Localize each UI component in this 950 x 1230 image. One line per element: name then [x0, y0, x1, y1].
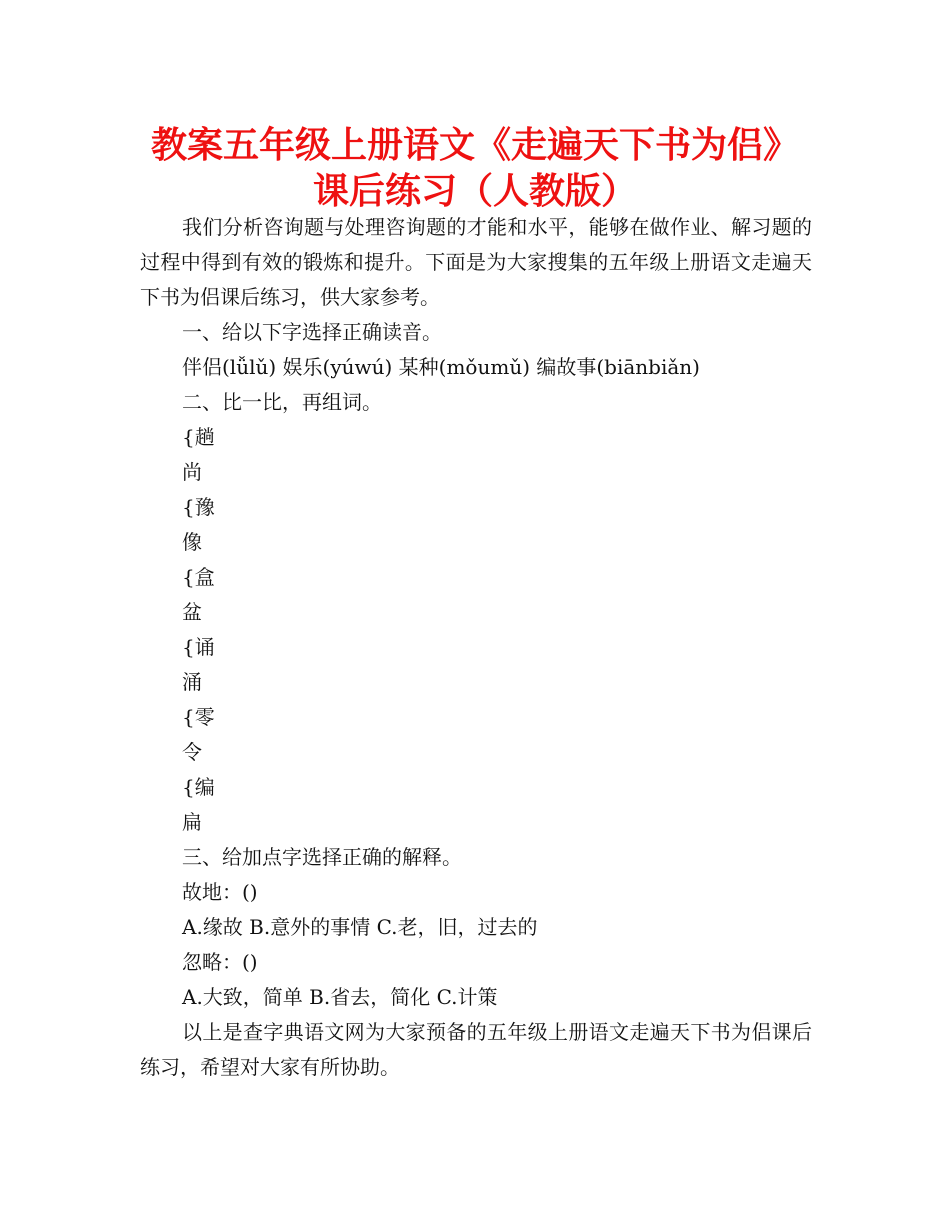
intro-paragraph: 我们分析咨询题与处理咨询题的才能和水平，能够在做作业、解习题的过程中得到有效的锻炼和提升。下面是为大家搜集的五年级上册语文走遍天下书为侣课后练习，供大家参考。 [140, 215, 812, 309]
question-1: 故地：() [182, 880, 258, 904]
word-pair-2-b: 像 [182, 530, 202, 554]
document-body [140, 210, 812, 1085]
question-2-options: A.大致，简单 B.省去，简化 C.计策 [182, 985, 498, 1009]
word-pair-5-b: 令 [182, 740, 202, 764]
word-pair-1-a: {趟 [182, 425, 215, 449]
word-pair-3-a: {盒 [182, 565, 215, 589]
question-2: 忽略：() [182, 950, 258, 974]
section-3-heading: 三、给加点字选择正确的解释。 [182, 845, 462, 869]
closing-paragraph: 以上是查字典语文网为大家预备的五年级上册语文走遍天下书为侣课后练习，希望对大家有所协助。 [140, 1020, 812, 1079]
word-pair-4-b: 涌 [182, 670, 202, 694]
word-pair-5-a: {零 [182, 705, 215, 729]
word-pair-3-b: 盆 [182, 600, 202, 624]
document-title-line-1: 教案五年级上册语文《走遍天下书为侣》 [150, 125, 799, 166]
section-2-heading: 二、比一比，再组词。 [182, 390, 382, 414]
word-pair-1-b: 尚 [182, 460, 202, 484]
word-pair-6-b: 扁 [182, 810, 202, 834]
document-title-line-2: 课后练习（人教版） [312, 171, 637, 212]
question-1-options: A.缘故 B.意外的事情 C.老，旧，过去的 [182, 915, 538, 939]
section-1-heading: 一、给以下字选择正确读音。 [182, 320, 442, 344]
word-pair-6-a: {编 [182, 775, 215, 799]
word-pair-2-a: {豫 [182, 495, 215, 519]
word-pair-4-a: {诵 [182, 635, 215, 659]
section-1-items: 伴侣(lǚlǔ) 娱乐(yúwú) 某种(mǒumǔ) 编故事(biānbiǎn) [182, 355, 700, 379]
